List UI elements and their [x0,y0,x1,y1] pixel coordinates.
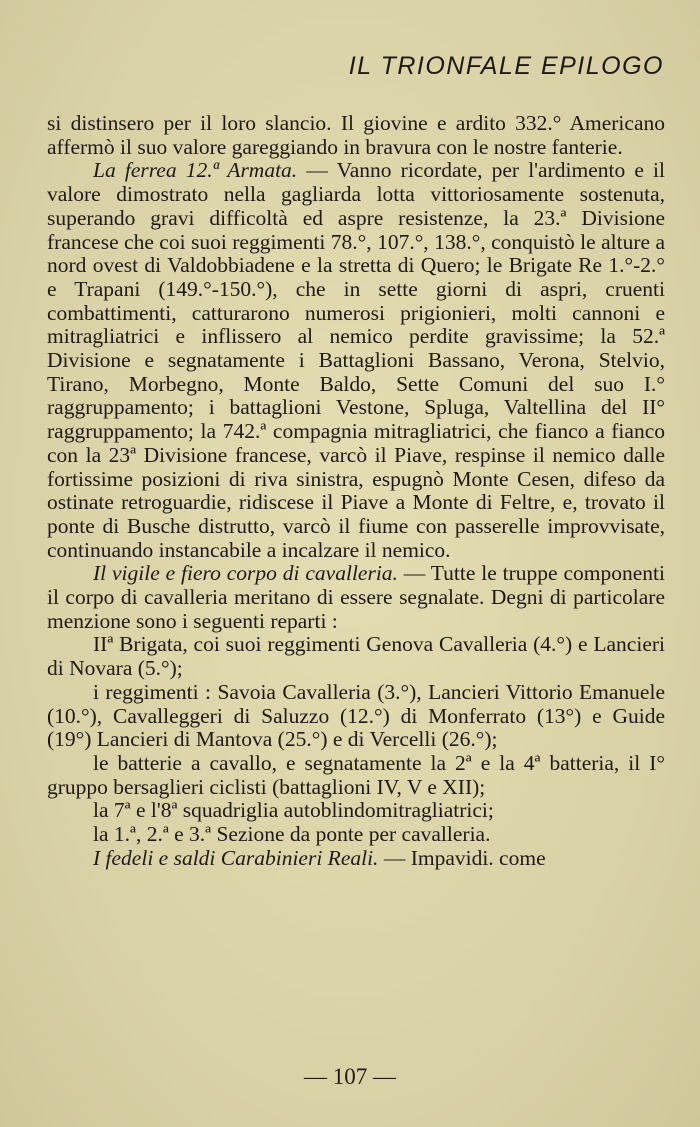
paragraph-text: la 7ª e l'8ª squadriglia autoblindomitragliatrici; [93,798,494,823]
body-text [47,112,665,871]
paragraph-8 [47,823,665,847]
paragraph-text: — Impavidi. come [378,845,546,870]
page-number: — 107 — [304,1064,396,1089]
running-header: IL TRIONFALE EPILOGO [348,52,664,80]
paragraph-7 [47,799,665,823]
paragraph-text: le batterie a cavallo, e segnatamente la 2ª e la 4ª batteria, il I° gruppo bersaglieri ciclisti (battaglioni IV, V e XII); [47,750,665,799]
paragraph-lead: La ferrea 12.ª Armata. [93,158,298,183]
paragraph-lead: I fedeli e saldi Carabinieri Reali. [93,845,379,870]
paragraph-text: — Tutte le truppe componenti il corpo di cavalleria meritano di essere segnalate. Degni di particolare menzione sono i seguenti reparti : [47,561,665,633]
paragraph-text: i reggimenti : Savoia Cavalleria (3.°), Lancieri Vittorio Emanuele (10.°), Cavalleggeri di Saluzzo (12.°) di Monferrato (13°) e Guide (19°) Lancieri di Mantova (25.°) e di Vercelli (26.°); [47,679,665,752]
paragraph-text: la 1.ª, 2.ª e 3.ª Sezione da ponte per cavalleria. [93,822,491,847]
paragraph-lead: Il vigile e fiero corpo di cavalleria. [93,561,398,586]
paragraph-5 [47,681,665,752]
paragraph-text: IIª Brigata, coi suoi reggimenti Genova Cavalleria (4.°) e Lancieri di Novara (5.°); [47,632,665,681]
paragraph-2 [47,159,665,562]
paragraph-text: si distinsero per il loro slancio. Il giovine e ardito 332.° Americano affermò il suo valore gareggiando in bravura con le nostre fanterie. [47,111,665,159]
paragraph-6 [47,752,665,799]
paragraph-4 [47,633,665,680]
paragraph-text: — Vanno ricordate, per l'ardimento e il valore dimostrato nella gagliarda lotta vittoriosamente sostenuta, superando gravi difficoltà ed aspre resistenze, la 23.ª Divisione francese che coi suoi reggimenti 78.°, 107.°, 138.°, conquistò le alture a nord ovest di Valdobbiadene e la stretta di Quero; le Brigate Re 1.°-2.° e Trapani (149.°-150.°), che in sette giorni di aspri, cruenti combattimenti, catturarono numerosi prigionieri, molti cannoni e mitragliatrici e inflissero al nemico perdite gravissime; la 52.ª Divisione e segnatamente i Battaglioni Bassano, Verona, Stelvio, Tirano, Morbegno, Monte Baldo, Sette Comuni del suo I.° raggruppamento; i battaglioni Vestone, Spluga, Valtellina del II° raggruppamento; la 742.ª compagnia mitragliatrici, che fianco a fianco con la 23ª Divisione francese, varcò il Piave, respinse il nemico dalle fortissime posizioni di riva sinistra, espugnò Monte Cesen, difeso da ostinate retroguardie, ridiscese il Piave a Monte di Feltre, e, trovato il ponte di Busche distrutto, varcò il fiume con passerelle improvvisate, continuando instancabile a incalzare il nemico. [47,158,665,562]
paragraph-3 [47,562,665,633]
paragraph-1 [47,112,665,159]
paragraph-9 [47,847,665,871]
